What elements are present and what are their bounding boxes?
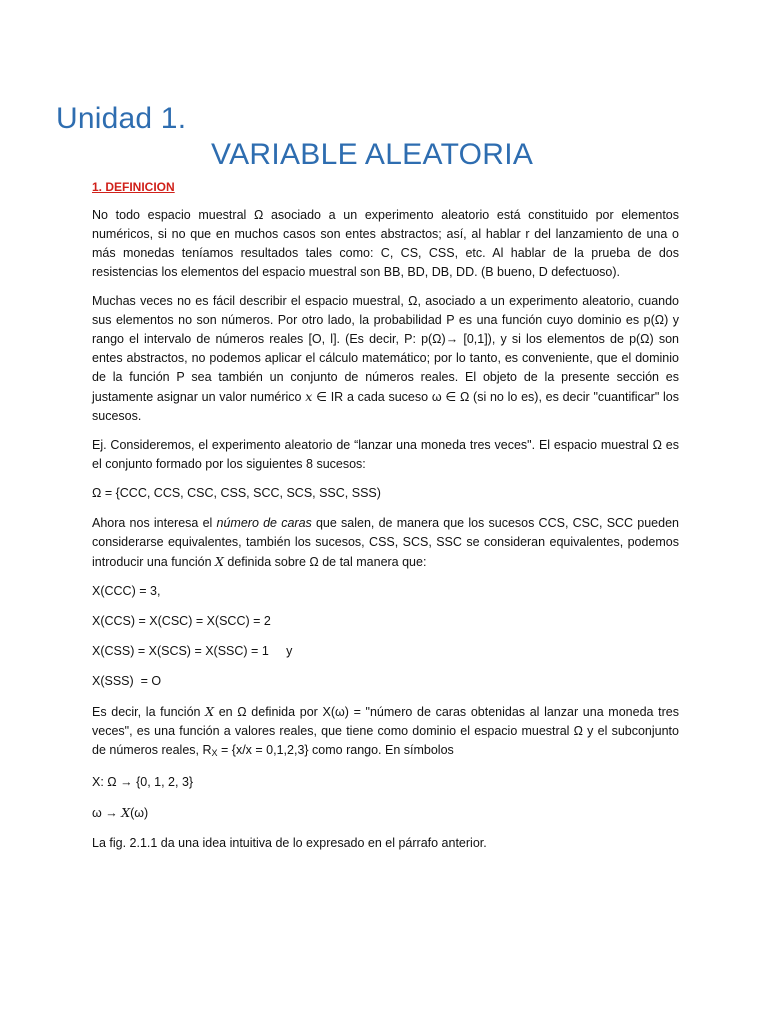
italic-number-of-heads: número de caras — [216, 516, 312, 530]
subscript-x: X — [211, 748, 218, 758]
paragraph-sample-space — [92, 292, 679, 426]
paragraph-sample-space-text-b: ∈ IR a cada suceso ω ∈ Ω (si no lo es), es decir "cuantificar" los sucesos. — [92, 390, 680, 423]
math-variable-x: x — [305, 389, 313, 404]
equation-two-heads: X(CCS) = X(CSC) = X(SCC) = 2 — [92, 614, 271, 628]
paragraph-figure-reference: La fig. 2.1.1 da una idea intuitiva de lo expresado en el párrafo anterior. — [92, 836, 487, 850]
paragraph-heads-text-b: que salen, de manera que los sucesos CCS, CSC, SCC pueden considerarse equivalentes, también los sucesos, CSS, SCS, SSC se consideran equivalentes, podemos introducir una función — [92, 516, 679, 569]
equation-ccc: X(CCC) = 3, — [92, 584, 161, 598]
math-function-x-3: X — [121, 805, 131, 820]
mapping-element-text-a: ω → — [92, 806, 122, 820]
equation-sss: X(SSS) = O — [92, 674, 162, 688]
math-function-x-2: X — [205, 704, 215, 719]
paragraph-function-text-b: en Ω definida por X(ω) = "número de caras obtenidas al lanzar una moneda tres veces", es una función a valores reales, que tiene como dominio el espacio muestral Ω y el subconjunto de números reales, R — [92, 705, 679, 757]
paragraph-sample-space-text-a: Muchas veces no es fácil describir el espacio muestral, Ω, asociado a un experimento aleatorio, cuando sus elementos no son números. Por otro lado, la probabilidad P es una función cuyo dominio es p(Ω) y rango el intervalo de números reales [O, l]. (Es decir, P: p(Ω)→ [0,1]), y si los elementos de p(Ω) son entes abstractos, no podemos aplicar el cálculo matemático; por lo tanto, es conveniente, que el dominio de la función P sea también un conjunto de números reales. El objeto de la presente sección es justamente asignar un valor numérico — [92, 294, 679, 404]
paragraph-heads-text-a: Ahora nos interesa el — [92, 516, 217, 530]
document-body — [92, 206, 679, 863]
math-function-x: X — [215, 554, 224, 569]
unit-title: Unidad 1. — [56, 102, 187, 135]
page-title: VARIABLE ALEATORIA — [211, 138, 534, 171]
paragraph-intro: No todo espacio muestral Ω asociado a un experimento aleatorio está constituido por elementos numéricos, si no que en muchos casos son entes abstractos; así, al hablar r del lanzamiento de una o más monedas teníamos resultados tales como: C, CS, CSS, etc. Al hablar de la prueba de dos resistencias los elementos del espacio muestral son BB, BD, DB, DD. (B bueno, D defectuoso). — [92, 208, 679, 279]
paragraph-number-of-heads — [92, 514, 679, 572]
paragraph-heads-text-c: definida sobre Ω de tal manera que: — [223, 555, 427, 569]
section-heading: 1. DEFINICION — [92, 180, 175, 194]
mapping-element-text-c: (ω) — [130, 806, 149, 820]
paragraph-function-text-a: Es decir, la función — [92, 705, 206, 719]
paragraph-function-definition — [92, 702, 679, 763]
equation-one-head: X(CSS) = X(SCS) = X(SSC) = 1 y — [92, 644, 293, 658]
paragraph-function-text-c: = {x/x = 0,1,2,3} como rango. En símbolos — [217, 743, 454, 757]
mapping-element — [92, 803, 679, 823]
paragraph-example: Ej. Consideremos, el experimento aleatorio de “lanzar una moneda tres veces". El espacio muestral Ω es el conjunto formado por los siguientes 8 sucesos: — [92, 438, 679, 471]
omega-set: Ω = {CCC, CCS, CSC, CSS, SCC, SCS, SSC, SSS) — [92, 486, 381, 500]
mapping-domain-range: X: Ω → {0, 1, 2, 3} — [92, 775, 194, 789]
